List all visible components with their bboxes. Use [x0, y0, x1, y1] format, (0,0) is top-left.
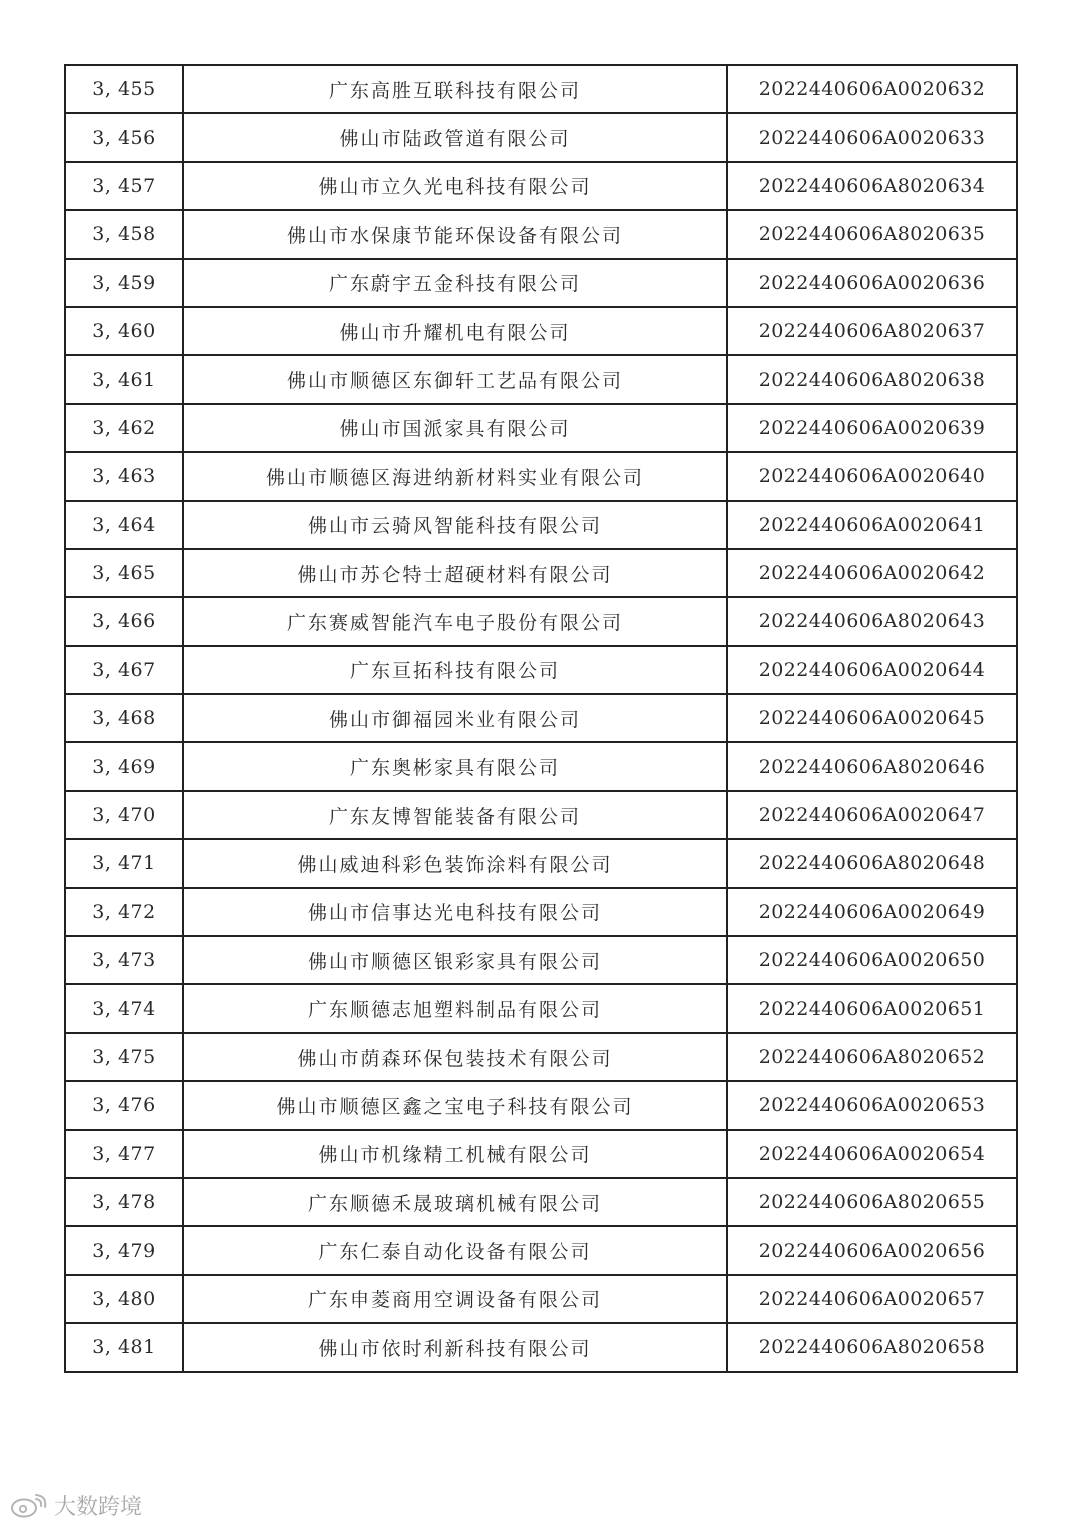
table-row: [65, 1178, 1017, 1226]
company-name-cell: 广东顺德志旭塑料制品有限公司: [183, 984, 727, 1032]
table-row: [65, 210, 1017, 258]
table-row: [65, 597, 1017, 645]
registration-code-cell: 2022440606A8020655: [727, 1178, 1017, 1226]
company-name-cell: 佛山市国派家具有限公司: [183, 404, 727, 452]
table-row: [65, 936, 1017, 984]
row-number-cell: 3, 471: [65, 839, 183, 887]
registration-code-cell: 2022440606A0020651: [727, 984, 1017, 1032]
table-row: [65, 742, 1017, 790]
row-number-cell: 3, 476: [65, 1081, 183, 1129]
company-name-cell: 佛山市陆政管道有限公司: [183, 113, 727, 161]
table-row: [65, 1130, 1017, 1178]
registration-code-cell: 2022440606A0020636: [727, 259, 1017, 307]
company-name-cell: 佛山威迪科彩色装饰涂料有限公司: [183, 839, 727, 887]
registration-code-cell: 2022440606A8020648: [727, 839, 1017, 887]
table-row: [65, 888, 1017, 936]
company-name-cell: 广东友博智能装备有限公司: [183, 791, 727, 839]
company-name-cell: 佛山市顺德区东御轩工艺品有限公司: [183, 355, 727, 403]
table-row: [65, 452, 1017, 500]
row-number-cell: 3, 456: [65, 113, 183, 161]
registration-code-cell: 2022440606A8020658: [727, 1323, 1017, 1371]
registration-code-cell: 2022440606A8020646: [727, 742, 1017, 790]
table-row: [65, 113, 1017, 161]
registration-code-cell: 2022440606A0020645: [727, 694, 1017, 742]
row-number-cell: 3, 463: [65, 452, 183, 500]
row-number-cell: 3, 480: [65, 1275, 183, 1323]
table-row: [65, 259, 1017, 307]
registration-code-cell: 2022440606A0020656: [727, 1226, 1017, 1274]
registration-code-cell: 2022440606A0020641: [727, 501, 1017, 549]
company-name-cell: 佛山市依时利新科技有限公司: [183, 1323, 727, 1371]
company-name-cell: 广东奥彬家具有限公司: [183, 742, 727, 790]
registration-code-cell: 2022440606A0020650: [727, 936, 1017, 984]
row-number-cell: 3, 477: [65, 1130, 183, 1178]
row-number-cell: 3, 464: [65, 501, 183, 549]
company-name-cell: 佛山市机缘精工机械有限公司: [183, 1130, 727, 1178]
company-name-cell: 广东高胜互联科技有限公司: [183, 65, 727, 113]
company-name-cell: 佛山市荫森环保包装技术有限公司: [183, 1033, 727, 1081]
row-number-cell: 3, 466: [65, 597, 183, 645]
registration-code-cell: 2022440606A8020643: [727, 597, 1017, 645]
registration-code-cell: 2022440606A8020638: [727, 355, 1017, 403]
company-name-cell: 佛山市立久光电科技有限公司: [183, 162, 727, 210]
table-row: [65, 307, 1017, 355]
row-number-cell: 3, 461: [65, 355, 183, 403]
table-row: [65, 984, 1017, 1032]
company-name-cell: 佛山市信事达光电科技有限公司: [183, 888, 727, 936]
row-number-cell: 3, 470: [65, 791, 183, 839]
table-row: [65, 404, 1017, 452]
table-row: [65, 162, 1017, 210]
row-number-cell: 3, 475: [65, 1033, 183, 1081]
row-number-cell: 3, 460: [65, 307, 183, 355]
table-row: [65, 1275, 1017, 1323]
registration-code-cell: 2022440606A8020652: [727, 1033, 1017, 1081]
row-number-cell: 3, 481: [65, 1323, 183, 1371]
registration-code-cell: 2022440606A0020653: [727, 1081, 1017, 1129]
registration-code-cell: 2022440606A0020657: [727, 1275, 1017, 1323]
table-row: [65, 1033, 1017, 1081]
registration-code-cell: 2022440606A0020639: [727, 404, 1017, 452]
registration-code-cell: 2022440606A8020637: [727, 307, 1017, 355]
company-name-cell: 佛山市顺德区银彩家具有限公司: [183, 936, 727, 984]
registration-code-cell: 2022440606A8020635: [727, 210, 1017, 258]
table-row: [65, 355, 1017, 403]
company-name-cell: 广东顺德禾晟玻璃机械有限公司: [183, 1178, 727, 1226]
table-row: [65, 646, 1017, 694]
table-row: [65, 1226, 1017, 1274]
registration-code-cell: 2022440606A0020647: [727, 791, 1017, 839]
registration-code-cell: 2022440606A0020632: [727, 65, 1017, 113]
registration-code-cell: 2022440606A0020654: [727, 1130, 1017, 1178]
row-number-cell: 3, 469: [65, 742, 183, 790]
table-row: [65, 791, 1017, 839]
company-name-cell: 佛山市云骑风智能科技有限公司: [183, 501, 727, 549]
company-name-cell: 佛山市水保康节能环保设备有限公司: [183, 210, 727, 258]
row-number-cell: 3, 467: [65, 646, 183, 694]
company-name-cell: 广东亘拓科技有限公司: [183, 646, 727, 694]
registration-code-cell: 2022440606A8020634: [727, 162, 1017, 210]
row-number-cell: 3, 462: [65, 404, 183, 452]
company-name-cell: 佛山市升耀机电有限公司: [183, 307, 727, 355]
row-number-cell: 3, 458: [65, 210, 183, 258]
table-row: [65, 1081, 1017, 1129]
registration-code-cell: 2022440606A0020644: [727, 646, 1017, 694]
table-row: [65, 839, 1017, 887]
table-row: [65, 1323, 1017, 1371]
registration-code-cell: 2022440606A0020649: [727, 888, 1017, 936]
company-name-cell: 佛山市顺德区鑫之宝电子科技有限公司: [183, 1081, 727, 1129]
company-name-cell: 广东蔚宇五金科技有限公司: [183, 259, 727, 307]
row-number-cell: 3, 457: [65, 162, 183, 210]
row-number-cell: 3, 465: [65, 549, 183, 597]
watermark: [10, 1490, 142, 1521]
registration-code-cell: 2022440606A0020642: [727, 549, 1017, 597]
table-row: [65, 694, 1017, 742]
table-row: [65, 549, 1017, 597]
company-name-cell: 佛山市顺德区海进纳新材料实业有限公司: [183, 452, 727, 500]
row-number-cell: 3, 478: [65, 1178, 183, 1226]
row-number-cell: 3, 473: [65, 936, 183, 984]
row-number-cell: 3, 459: [65, 259, 183, 307]
company-name-cell: 佛山市御福园米业有限公司: [183, 694, 727, 742]
table-row: [65, 65, 1017, 113]
company-name-cell: 佛山市苏仑特士超硬材料有限公司: [183, 549, 727, 597]
registry-table-body: [65, 65, 1017, 1372]
row-number-cell: 3, 468: [65, 694, 183, 742]
watermark-text: 大数跨境: [54, 1495, 143, 1520]
company-registry-table: [64, 64, 1018, 1373]
row-number-cell: 3, 455: [65, 65, 183, 113]
company-name-cell: 广东仁泰自动化设备有限公司: [183, 1226, 727, 1274]
row-number-cell: 3, 474: [65, 984, 183, 1032]
registration-code-cell: 2022440606A0020633: [727, 113, 1017, 161]
company-name-cell: 广东申菱商用空调设备有限公司: [183, 1275, 727, 1323]
row-number-cell: 3, 472: [65, 888, 183, 936]
company-name-cell: 广东赛威智能汽车电子股份有限公司: [183, 597, 727, 645]
row-number-cell: 3, 479: [65, 1226, 183, 1274]
registration-code-cell: 2022440606A0020640: [727, 452, 1017, 500]
table-row: [65, 501, 1017, 549]
weibo-logo-icon: [10, 1493, 50, 1519]
